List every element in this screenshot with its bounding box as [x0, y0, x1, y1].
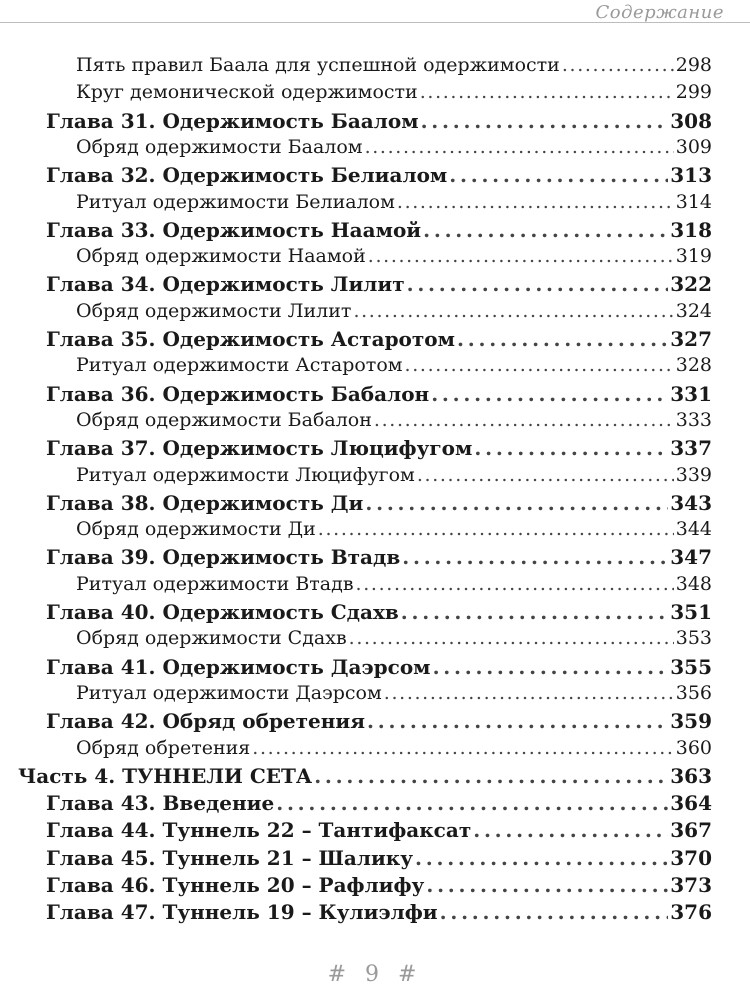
toc-chapter-entry[interactable]	[46, 600, 712, 624]
dot-leader	[562, 54, 674, 76]
toc-subentry[interactable]	[76, 300, 712, 322]
toc-subentry[interactable]	[76, 136, 712, 158]
toc-entry-page: 348	[675, 572, 712, 595]
toc-subentry[interactable]	[76, 573, 712, 595]
toc-entry-title: Обряд одержимости Ди	[76, 518, 316, 541]
toc-entry-title: Ритуал одержимости Белиалом	[76, 190, 395, 213]
dot-leader	[473, 818, 668, 842]
toc-entry-page: 314	[675, 190, 712, 213]
toc-chapter-entry[interactable]	[46, 846, 712, 870]
toc-entry-title: Обряд обретения	[76, 736, 251, 759]
dot-leader	[440, 900, 669, 924]
toc-entry-title: Ритуал одержимости Люцифугом	[76, 463, 415, 486]
toc-part-entry[interactable]	[18, 764, 712, 788]
toc-entry-page: 319	[675, 245, 712, 268]
toc-entry-title: Глава 46. Туннель 20 – Рафлифу	[46, 873, 425, 897]
toc-entry-page: 328	[675, 354, 712, 377]
dot-leader	[397, 191, 674, 213]
toc-entry-title: Обряд одержимости Сдахв	[76, 627, 347, 650]
toc-chapter-entry[interactable]	[46, 382, 712, 406]
toc-entry-page: 356	[675, 681, 712, 704]
dot-leader	[365, 491, 668, 515]
toc-entry-title: Глава 35. Одержимость Астаротом	[46, 327, 456, 351]
toc-entry-title: Круг демонической одержимости	[76, 81, 418, 104]
toc-entry-title: Глава 37. Одержимость Люцифугом	[46, 436, 473, 461]
page-number: # 9 #	[327, 962, 423, 987]
running-header	[0, 0, 750, 23]
toc-subentry[interactable]	[76, 409, 712, 431]
toc-entry-title: Глава 34. Одержимость Лилит	[46, 272, 405, 297]
toc-entry-title: Глава 47. Туннель 19 – Кулиэлфи	[46, 900, 438, 925]
running-header-title: Содержание	[595, 2, 724, 23]
toc-chapter-entry[interactable]	[46, 218, 712, 242]
toc-entry-page: 355	[670, 654, 712, 679]
toc-chapter-entry[interactable]	[46, 327, 712, 351]
toc-entry-page: 351	[670, 600, 712, 624]
toc-subentry[interactable]	[76, 627, 712, 649]
toc-entry-title: Ритуал одержимости Втадв	[76, 572, 354, 595]
toc-entry-title: Обряд одержимости Баалом	[76, 135, 363, 158]
toc-chapter-entry[interactable]	[46, 818, 712, 842]
dot-leader	[420, 81, 674, 103]
toc-entry-page: 298	[675, 54, 712, 76]
toc-entry-page: 327	[670, 327, 712, 351]
toc-chapter-entry[interactable]	[46, 109, 712, 133]
toc-entry-title: Часть 4. ТУННЕЛИ СЕТА	[18, 763, 313, 788]
dot-leader	[431, 382, 668, 406]
toc-entry-title: Глава 38. Одержимость Ди	[46, 490, 364, 515]
dot-leader	[365, 136, 674, 158]
dot-leader	[276, 791, 668, 815]
toc-entry-title: Пять правил Баала для успешной одержимости	[76, 54, 560, 76]
toc-subentry[interactable]	[76, 81, 712, 103]
dot-leader	[356, 573, 674, 595]
dot-leader	[426, 873, 668, 897]
dot-leader	[252, 737, 673, 759]
toc-subentry[interactable]	[76, 54, 712, 76]
dot-leader	[368, 245, 674, 267]
toc-subentry[interactable]	[76, 682, 712, 704]
dot-leader	[421, 109, 669, 133]
toc-entry-title: Глава 43. Введение	[46, 791, 275, 816]
toc-entry-title: Глава 40. Одержимость Сдахв	[46, 600, 399, 624]
toc-entry-title: Обряд одержимости Наамой	[76, 245, 366, 268]
toc-entry-page: 322	[670, 272, 712, 297]
dot-leader	[474, 436, 668, 460]
toc-subentry[interactable]	[76, 518, 712, 540]
toc-entry-page: 353	[675, 627, 712, 650]
toc-entry-page: 376	[670, 900, 712, 925]
toc-chapter-entry[interactable]	[46, 709, 712, 733]
dot-leader	[405, 354, 674, 376]
toc-entry-title: Глава 31. Одержимость Баалом	[46, 108, 419, 133]
dot-leader	[433, 655, 669, 679]
toc-entry-title: Ритуал одержимости Даэрсом	[76, 681, 382, 704]
dot-leader	[407, 272, 669, 296]
toc-entry-page: 308	[670, 108, 712, 133]
toc-entry-page: 373	[670, 873, 712, 897]
toc-subentry[interactable]	[76, 354, 712, 376]
dot-leader	[349, 627, 674, 649]
toc-entry-page: 299	[675, 81, 712, 104]
dot-leader	[367, 709, 668, 733]
dot-leader	[384, 682, 674, 704]
toc-entry-title: Обряд одержимости Лилит	[76, 299, 352, 322]
toc-entry-page: 360	[675, 736, 712, 759]
dot-leader	[314, 764, 668, 788]
toc-subentry[interactable]	[76, 737, 712, 759]
toc-subentry[interactable]	[76, 464, 712, 486]
toc-chapter-entry[interactable]	[46, 491, 712, 515]
toc-entry-title: Ритуал одержимости Астаротом	[76, 354, 403, 377]
toc-chapter-entry[interactable]	[46, 163, 712, 187]
toc-entry-page: 347	[670, 545, 712, 570]
toc-entry-page: 313	[670, 163, 712, 188]
toc-subentry[interactable]	[76, 191, 712, 213]
toc-entry-title: Глава 33. Одержимость Наамой	[46, 217, 422, 242]
toc-entry-page: 370	[670, 845, 712, 870]
toc-entry-page: 333	[675, 408, 712, 431]
toc-entry-page: 367	[670, 818, 712, 843]
toc-chapter-entry[interactable]	[46, 791, 712, 815]
toc-chapter-entry[interactable]	[46, 900, 712, 924]
toc-entry-page: 343	[670, 490, 712, 515]
toc-entry-page: 359	[670, 709, 712, 734]
dot-leader	[374, 409, 674, 431]
toc-entry-page: 344	[675, 518, 712, 541]
toc-entry-title: Глава 36. Одержимость Бабалон	[46, 381, 430, 406]
toc-entry-page: 331	[670, 381, 712, 406]
toc-chapter-entry[interactable]	[46, 655, 712, 679]
toc-entry-title: Глава 45. Туннель 21 – Шалику	[46, 845, 414, 870]
toc-entry-page: 309	[675, 135, 712, 158]
toc-entry-title: Глава 44. Туннель 22 – Тантифаксат	[46, 818, 472, 843]
dot-leader	[318, 518, 674, 540]
dot-leader	[457, 327, 668, 351]
toc-subentry[interactable]	[76, 245, 712, 267]
dot-leader	[415, 846, 668, 870]
toc-entry-title: Обряд одержимости Бабалон	[76, 408, 372, 431]
toc-entry-title: Глава 41. Одержимость Даэрсом	[46, 654, 431, 679]
dot-leader	[417, 464, 674, 486]
toc-chapter-entry[interactable]	[46, 272, 712, 296]
toc-entry-page: 324	[675, 299, 712, 322]
toc-entry-page: 364	[670, 791, 712, 816]
toc-entry-title: Глава 39. Одержимость Втадв	[46, 545, 401, 570]
toc-entry-title: Глава 32. Одержимость Белиалом	[46, 163, 448, 188]
dot-leader	[449, 163, 668, 187]
dot-leader	[401, 600, 668, 624]
dot-leader	[423, 218, 668, 242]
toc-chapter-entry[interactable]	[46, 545, 712, 569]
toc-entry-title: Глава 42. Обряд обретения	[46, 709, 366, 734]
toc-chapter-entry[interactable]	[46, 436, 712, 460]
toc-entry-page: 339	[675, 463, 712, 486]
dot-leader	[402, 545, 668, 569]
toc-chapter-entry[interactable]	[46, 873, 712, 897]
toc-entry-page: 318	[670, 217, 712, 242]
dot-leader	[353, 300, 673, 322]
toc-entry-page: 363	[670, 763, 712, 788]
toc-entry-page: 337	[670, 436, 712, 461]
